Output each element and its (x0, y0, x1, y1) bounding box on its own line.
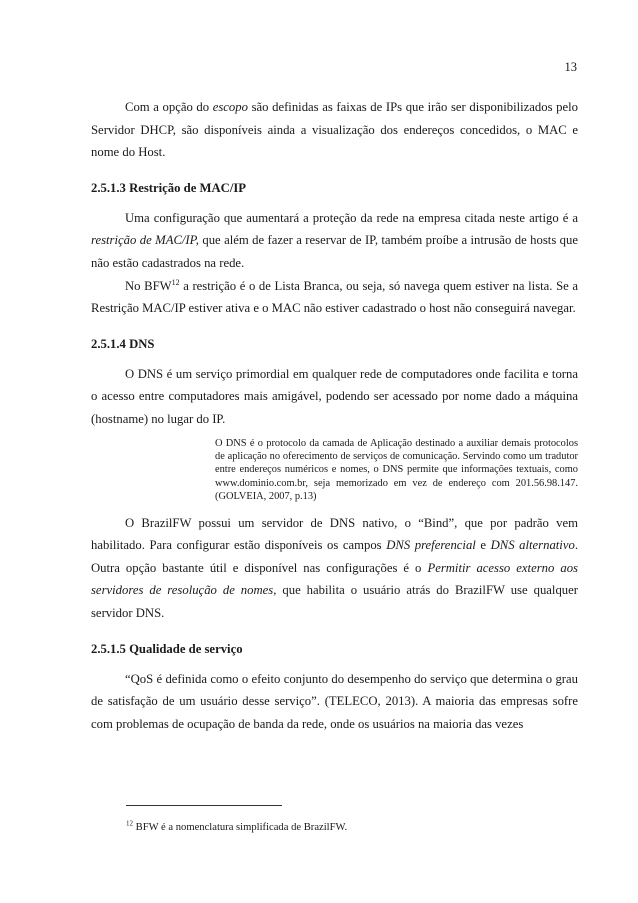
text-run: . Outra opção bastante útil e disponível nas configurações é o (91, 538, 578, 575)
heading-qos: 2.5.1.5 Qualidade de serviço (91, 641, 243, 656)
heading-dns: 2.5.1.4 DNS (91, 336, 155, 351)
emphasis-dns-preferencial: DNS preferencial (386, 538, 476, 553)
emphasis-dns-alternativo: DNS alternativo (490, 538, 575, 553)
footnote-text: BFW é a nomenclatura simplificada de BrazilFW. (133, 822, 348, 833)
page-body (91, 96, 578, 735)
footnote-reference: 12 (171, 277, 180, 287)
footnote-number: 12 (126, 819, 133, 828)
text-run: O BrazilFW possui um servidor de DNS nativo, o “Bind”, que por padrão vem habilitado. Para configurar estão disponíveis os campos (91, 515, 578, 553)
text-run: que habilita o usuário atrás do BrazilFW use qualquer servidor DNS. (91, 583, 578, 620)
text-run: que além de fazer a reservar de IP, também proíbe a intrusão de hosts que não estão cadastrados na rede. (91, 233, 578, 270)
emphasis-mac-ip: restrição de MAC/IP, (91, 233, 199, 248)
text-run: e (475, 538, 491, 553)
block-quote-dns: O DNS é o protocolo da camada de Aplicação destinado a auxiliar demais protocolos de aplicação no oferecimento de serviços de comunicação. Servindo como um tradutor entre endereços numéricos e nomes, o DNS permite que informações textuais, como www.dominio.com.br, seja memorizado em vez de endereço com 201.56.98.147. (GOLVEIA, 2007, p.13) (215, 437, 578, 503)
text-run: a restrição é o de Lista Branca, ou seja, só navega quem estiver na lista. Se a Restrição MAC/IP estiver ativa e o MAC não estiver cadastrado o host não conseguirá navegar. (91, 278, 578, 316)
paragraph-qos: “QoS é definida como o efeito conjunto do desempenho do serviço que determina o grau de satisfação de um usuário desse serviço”. (TELECO, 2013). A maioria das empresas sofre com problemas de ocupação de banda da rede, onde os usuários na maioria das vezes (91, 671, 578, 731)
page-number: 13 (564, 60, 577, 74)
paragraph-bfw-whitelist (91, 275, 578, 320)
text-run: são definidas as faixas de IPs que irão ser disponibilizados pelo Servidor DHCP, são disponíveis ainda a visualização dos endereços concedidos, o MAC e nome do Host. (91, 100, 578, 160)
paragraph-dns: O DNS é um serviço primordial em qualquer rede de computadores onde facilita e torna o acesso entre computadores mais amigável, podendo ser acessado por nome dado a máquina (hostname) no lugar do IP. (91, 366, 578, 426)
footnote-divider (126, 805, 282, 806)
emphasis-escopo: escopo (212, 100, 248, 114)
footnote (126, 819, 348, 833)
text-run: Com a opção do (125, 100, 213, 114)
text-run: Uma configuração que aumentará a proteção da rede na empresa citada neste artigo é a (125, 210, 578, 225)
paragraph-dhcp-scope (91, 96, 578, 164)
text-run: No BFW (125, 278, 172, 293)
emphasis-permitir-acesso: Permitir acesso externo aos servidores de resolução de nomes, (91, 560, 578, 598)
paragraph-brazilfw-dns (91, 512, 578, 625)
paragraph-mac-ip (91, 207, 578, 275)
heading-mac-ip-restriction: 2.5.1.3 Restrição de MAC/IP (91, 180, 247, 195)
